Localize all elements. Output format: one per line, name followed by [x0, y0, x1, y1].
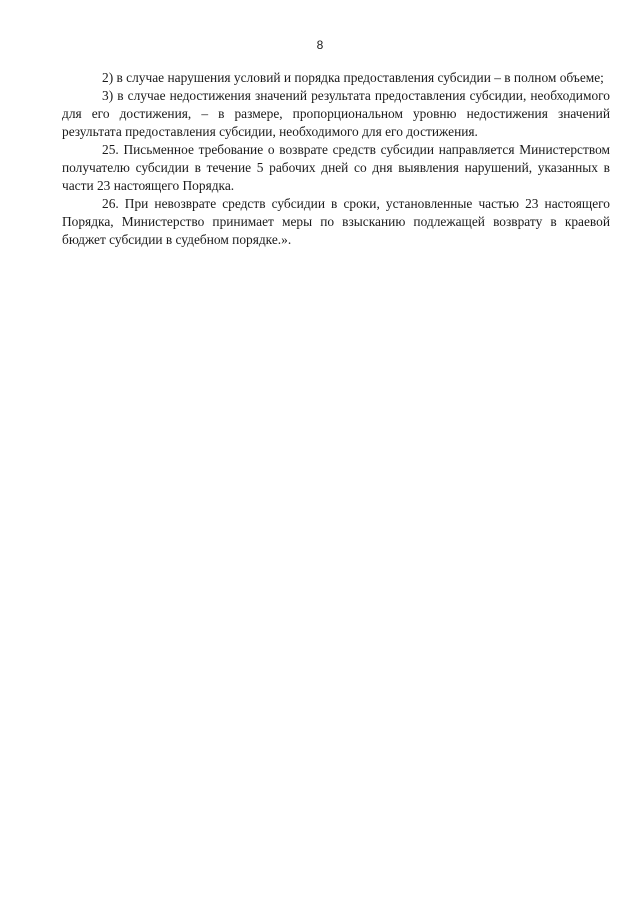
paragraph-part-25: 25. Письменное требование о возврате средств субсидии направляется Министерством получателю субсидии в течение 5 рабочих дней со дня выявления нарушений, указанных в части 23 настоящего Порядка. [62, 142, 610, 193]
paragraph-item-2: 2) в случае нарушения условий и порядка предоставления субсидии – в полном объеме; [102, 70, 604, 85]
paragraph-part-26: 26. При невозврате средств субсидии в сроки, установленные частью 23 настоящего Порядка, Министерство принимает меры по взысканию подлежащей возврату в краевой бюджет субсидии в судебном порядке.». [62, 196, 610, 247]
page-number: 8 [316, 38, 324, 52]
document-body [62, 69, 610, 249]
paragraph-item-3: 3) в случае недостижения значений результата предоставления субсидии, необходимого для его достижения, – в размере, пропорциональном уровню недостижения значений результата предоставления субсидии, необходимого для его достижения. [62, 88, 610, 139]
